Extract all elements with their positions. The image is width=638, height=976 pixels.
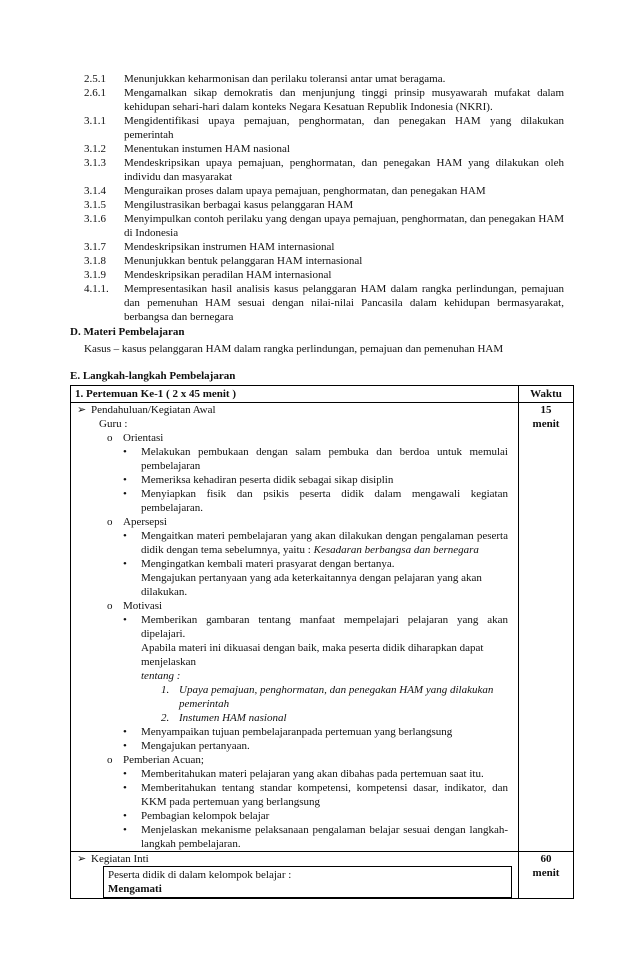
list-item-continuation: Apabila materi ini dikuasai dengan baik, maka peserta didik diharapkan dapat menjelaskan	[141, 642, 484, 668]
bullet-icon: •	[123, 768, 127, 780]
indicator-number: 3.1.2	[84, 143, 106, 155]
core-section-title: ➢ Kegiatan Inti	[77, 853, 149, 865]
list-item	[123, 809, 518, 823]
list-item	[123, 725, 518, 739]
indicator-item	[84, 114, 564, 142]
bullet-icon: •	[123, 558, 127, 570]
sublist-item	[161, 711, 518, 725]
sublist-number: 2.	[161, 712, 170, 724]
indicator-item	[84, 142, 564, 156]
indicator-item	[84, 86, 564, 114]
bullet-icon: •	[123, 810, 127, 822]
indicator-item	[84, 240, 564, 254]
list-item	[123, 739, 518, 753]
indicator-text: Mengilustrasikan berbagai kasus pelanggaran HAM	[124, 199, 354, 211]
indicator-text: Mempresentasikan hasil analisis kasus pelanggaran HAM dalam rangka perlindungan, pemajuan dan pemenuhan HAM sesuai dengan nilai-nilai Pancasila dalam kehidupan bermasyarakat, berbangsa dan bernegara	[124, 283, 564, 323]
arrow-icon: ➢	[77, 404, 87, 416]
circle-bullet-icon: o	[107, 432, 113, 444]
indicator-item	[84, 156, 564, 184]
list-item	[123, 445, 518, 473]
indicator-number: 3.1.8	[84, 255, 106, 267]
indicator-text: Menyimpulkan contoh perilaku yang dengan upaya pemajuan, penghormatan, dan penegakan HAM di Indonesia	[124, 213, 564, 239]
intro-cell	[71, 403, 519, 852]
indicator-number: 3.1.9	[84, 269, 106, 281]
bullet-icon: •	[123, 488, 127, 500]
lesson-table	[70, 385, 574, 899]
intro-group-label: Orientasi	[123, 432, 164, 444]
list-item-text: Menyampaikan tujuan pembelajaranpada pertemuan yang berlangsung	[141, 726, 453, 738]
list-item-text: Memeriksa kehadiran peserta didik sebagai sikap disiplin	[141, 474, 394, 486]
list-item	[123, 613, 518, 641]
list-item-text: Menyiapkan fisik dan psikis peserta didik dalam mengawali kegiatan pembelajaran.	[141, 488, 508, 514]
sublist-item	[161, 683, 518, 711]
indicator-text: Menunjukkan keharmonisan dan perilaku toleransi antar umat beragama.	[124, 73, 446, 85]
indicator-text: Menunjukkan bentuk pelanggaran HAM internasional	[124, 255, 363, 267]
bullet-icon: •	[123, 726, 127, 738]
list-item-text: Menjelaskan mekanisme pelaksanaan pengalaman belajar sesuai dengan langkah-langkah pembelajaran.	[141, 824, 508, 850]
bullet-icon: •	[123, 474, 127, 486]
list-item-text: Melakukan pembukaan dengan salam pembuka dan berdoa untuk memulai pembelajaran	[141, 446, 508, 472]
intro-group-label: Apersepsi	[123, 516, 167, 528]
intro-group	[107, 753, 518, 767]
circle-bullet-icon: o	[107, 754, 113, 766]
indicator-number: 2.6.1	[84, 87, 106, 99]
intro-group-label: Pemberian Acuan;	[123, 754, 204, 766]
indicator-text: Mendeskripsikan upaya pemajuan, penghormatan, dan penegakan HAM yang dilakukan oleh individu dan masyarakat	[124, 157, 564, 183]
list-item	[123, 823, 518, 851]
indicator-item	[84, 268, 564, 282]
table-header-time: Waktu	[519, 386, 574, 403]
bullet-icon: •	[123, 824, 127, 836]
indicator-number: 3.1.1	[84, 115, 106, 127]
indicator-item	[84, 198, 564, 212]
intro-section-title: ➢ Pendahuluan/Kegiatan Awal	[77, 404, 216, 416]
indicator-item	[84, 72, 564, 86]
list-item	[123, 529, 518, 557]
core-time: 60 menit	[519, 852, 574, 899]
indicator-text: Mengidentifikasi upaya pemajuan, penghormatan, dan penegakan HAM yang dilakukan pemerintah	[124, 115, 564, 141]
indicator-number: 3.1.3	[84, 157, 106, 169]
indicator-list	[84, 72, 564, 324]
indicator-item	[84, 212, 564, 240]
core-box: Peserta didik di dalam kelompok belajar : Mengamati	[103, 866, 512, 898]
section-d-text: Kasus – kasus pelanggaran HAM dalam rangka perlindungan, pemajuan dan pemenuhan HAM	[84, 343, 504, 355]
indicator-item	[84, 184, 564, 198]
indicator-text: Menentukan instumen HAM nasional	[124, 143, 290, 155]
list-item-text: Memberitahukan materi pelajaran yang akan dibahas pada pertemuan saat itu.	[141, 768, 484, 780]
indicator-number: 3.1.6	[84, 213, 106, 225]
indicator-item	[84, 254, 564, 268]
indicator-number: 3.1.5	[84, 199, 106, 211]
core-cell	[71, 852, 519, 899]
bullet-icon: •	[123, 740, 127, 752]
list-item-text: Pembagian kelompok belajar	[141, 810, 270, 822]
list-item	[123, 487, 518, 515]
circle-bullet-icon: o	[107, 516, 113, 528]
section-d-title: D. Materi Pembelajaran	[70, 326, 185, 338]
list-item-continuation: Mengajukan pertanyaan yang ada keterkaitannya dengan pelajaran yang akan dilakukan.	[141, 572, 482, 598]
intro-group	[107, 599, 518, 613]
list-item	[123, 781, 518, 809]
list-item-text: Memberikan gambaran tentang manfaat mempelajari pelajaran yang akan dipelajari.	[141, 614, 508, 640]
indicator-item	[84, 282, 564, 324]
indicator-text: Mendeskripsikan peradilan HAM internasional	[124, 269, 332, 281]
table-header-meeting: 1. Pertemuan Ke-1 ( 2 x 45 menit )	[71, 386, 519, 403]
guru-label: Guru :	[99, 418, 128, 430]
list-item-text: Mengajukan pertanyaan.	[141, 740, 250, 752]
intro-group	[107, 431, 518, 445]
indicator-number: 3.1.7	[84, 241, 106, 253]
circle-bullet-icon: o	[107, 600, 113, 612]
list-item-text: Mengingatkan kembali materi prasyarat dengan bertanya.	[141, 558, 395, 570]
bullet-icon: •	[123, 446, 127, 458]
list-item	[123, 557, 518, 571]
sublist-number: 1.	[161, 684, 170, 696]
list-item	[123, 767, 518, 781]
indicator-text: Mengamalkan sikap demokratis dan menjunjung tinggi prinsip musyawarah mufakat dalam kehidupan sehari-hari dalam konteks Negara Kesatuan Republik Indonesia (NKRI).	[124, 87, 564, 113]
intro-time: 15 menit	[519, 403, 574, 852]
bullet-icon: •	[123, 614, 127, 626]
intro-group	[107, 515, 518, 529]
arrow-icon: ➢	[77, 853, 87, 865]
intro-groups	[71, 431, 518, 851]
list-item-text: Memberitahukan tentang standar kompetensi, kompetensi dasar, indikator, dan KKM pada pertemuan yang berlangsung	[141, 782, 508, 808]
section-e-title: E. Langkah-langkah Pembelajaran	[70, 370, 236, 382]
indicator-number: 3.1.4	[84, 185, 106, 197]
indicator-number: 4.1.1.	[84, 283, 109, 295]
indicator-text: Mendeskripsikan instrumen HAM internasional	[124, 241, 335, 253]
sublist-text: Upaya pemajuan, penghormatan, dan penegakan HAM yang dilakukan pemerintah	[179, 684, 494, 710]
bullet-icon: •	[123, 530, 127, 542]
sublist-text: Instumen HAM nasional	[179, 712, 287, 724]
intro-group-label: Motivasi	[123, 600, 163, 612]
bullet-icon: •	[123, 782, 127, 794]
list-item-italic-note: tentang :	[141, 670, 181, 682]
indicator-text: Menguraikan proses dalam upaya pemajuan, penghormatan, dan penegakan HAM	[124, 185, 486, 197]
indicator-number: 2.5.1	[84, 73, 106, 85]
list-item-italic: Kesadaran berbangsa dan bernegara	[313, 544, 479, 556]
list-item-text: Mengaitkan materi pembelajaran yang akan dilakukan dengan pengalaman peserta didik dengan tema sebelumnya, yaitu :	[141, 530, 508, 556]
list-item	[123, 473, 518, 487]
